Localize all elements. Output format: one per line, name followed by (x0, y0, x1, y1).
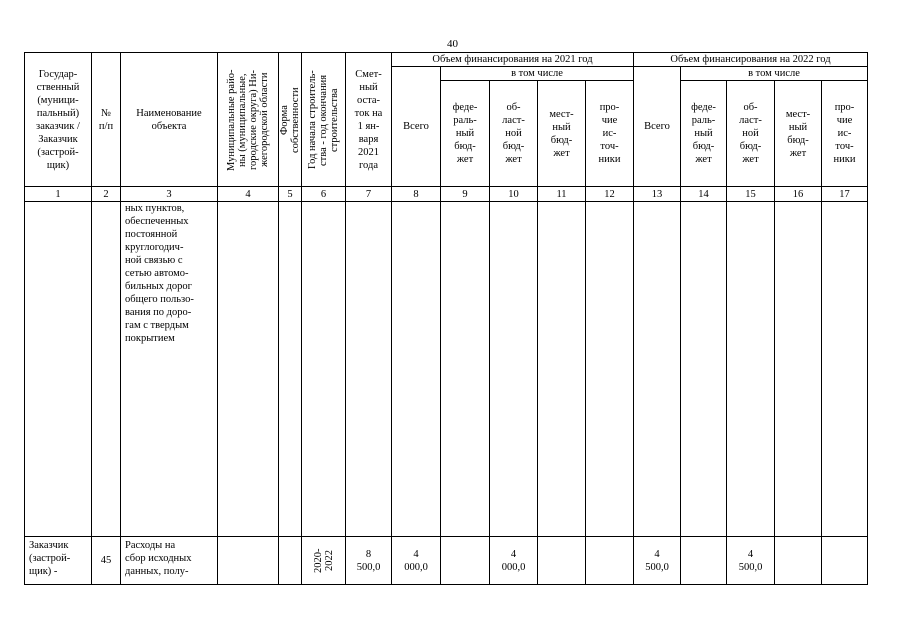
col-header-balance: Смет- ный оста- ток на 1 ян- варя 2021 года (346, 53, 392, 187)
col-header-number: № п/п (92, 53, 121, 187)
cell-municipal (218, 202, 279, 537)
cell-local-2021 (538, 537, 586, 585)
cell-years (302, 202, 346, 537)
column-number: 6 (302, 187, 346, 202)
col-header-municipal: Муниципальные райо- ны (муниципальные, городские округа) Ни- жегородской области (218, 53, 279, 187)
column-number: 10 (490, 187, 538, 202)
cell-total-2021: 4 000,0 (392, 537, 441, 585)
cell-municipal (218, 537, 279, 585)
cell-customer: Заказчик (застрой- щик) - (25, 537, 92, 585)
cell-other-2021 (586, 202, 634, 537)
cell-other-2021 (586, 537, 634, 585)
col-header-local-2021: мест- ный бюд- жет (538, 81, 586, 187)
column-number: 8 (392, 187, 441, 202)
table-row (25, 202, 868, 537)
column-number: 4 (218, 187, 279, 202)
column-number: 1 (25, 187, 92, 202)
cell-balance: 8 500,0 (346, 537, 392, 585)
cell-customer (25, 202, 92, 537)
col-header-federal-2021: феде- раль- ный бюд- жет (441, 81, 490, 187)
cell-years: 2020- 2022 (302, 537, 346, 585)
col-header-including-2022: в том числе (681, 67, 868, 81)
cell-local-2021 (538, 202, 586, 537)
cell-total-2022: 4 500,0 (634, 537, 681, 585)
cell-local-2022 (775, 537, 822, 585)
cell-number: 45 (92, 537, 121, 585)
col-header-federal-2022: феде- раль- ный бюд- жет (681, 81, 727, 187)
column-number: 11 (538, 187, 586, 202)
cell-total-2022 (634, 202, 681, 537)
cell-object-name: Расходы на сбор исходных данных, полу- (121, 537, 218, 585)
cell-balance (346, 202, 392, 537)
cell-other-2022 (822, 537, 868, 585)
column-number: 9 (441, 187, 490, 202)
cell-regional-2022 (727, 202, 775, 537)
cell-federal-2022 (681, 537, 727, 585)
column-number: 3 (121, 187, 218, 202)
col-header-fin-2021: Объем финансирования на 2021 год (392, 53, 634, 67)
column-number: 17 (822, 187, 868, 202)
cell-regional-2021 (490, 202, 538, 537)
column-number: 13 (634, 187, 681, 202)
cell-object-name: ных пунктов, обеспеченных постоянной круглогодич- ной связью с сетью автомо- бильных дорог общего пользо- вания по доро- гам с твердым покрытием (121, 202, 218, 537)
column-number-row (25, 187, 868, 202)
cell-federal-2021 (441, 202, 490, 537)
cell-regional-2021: 4 000,0 (490, 537, 538, 585)
col-header-object: Наименование объекта (121, 53, 218, 187)
column-number: 2 (92, 187, 121, 202)
col-header-fin-2022: Объем финансирования на 2022 год (634, 53, 868, 67)
col-header-ownership: Форма собственности (279, 53, 302, 187)
col-header-regional-2022: об- ласт- ной бюд- жет (727, 81, 775, 187)
col-header-local-2022: мест- ный бюд- жет (775, 81, 822, 187)
column-number: 14 (681, 187, 727, 202)
table-row (25, 537, 868, 585)
col-header-total-2022: Всего (634, 67, 681, 187)
column-number: 15 (727, 187, 775, 202)
cell-other-2022 (822, 202, 868, 537)
column-number: 5 (279, 187, 302, 202)
cell-ownership (279, 537, 302, 585)
financing-table (24, 52, 868, 585)
col-header-customer: Государ- ственный (муници- пальный) заказчик / Заказчик (застрой- щик) (25, 53, 92, 187)
cell-local-2022 (775, 202, 822, 537)
col-header-including-2021: в том числе (441, 67, 634, 81)
cell-regional-2022: 4 500,0 (727, 537, 775, 585)
col-header-regional-2021: об- ласт- ной бюд- жет (490, 81, 538, 187)
cell-federal-2021 (441, 537, 490, 585)
cell-ownership (279, 202, 302, 537)
col-header-other-2021: про- чие ис- точ- ники (586, 81, 634, 187)
cell-number (92, 202, 121, 537)
col-header-other-2022: про- чие ис- точ- ники (822, 81, 868, 187)
column-number: 16 (775, 187, 822, 202)
col-header-years: Год начала строитель- ства - год окончания строительства (302, 53, 346, 187)
cell-total-2021 (392, 202, 441, 537)
col-header-total-2021: Всего (392, 67, 441, 187)
column-number: 7 (346, 187, 392, 202)
page-number: 40 (447, 38, 458, 50)
column-number: 12 (586, 187, 634, 202)
cell-federal-2022 (681, 202, 727, 537)
